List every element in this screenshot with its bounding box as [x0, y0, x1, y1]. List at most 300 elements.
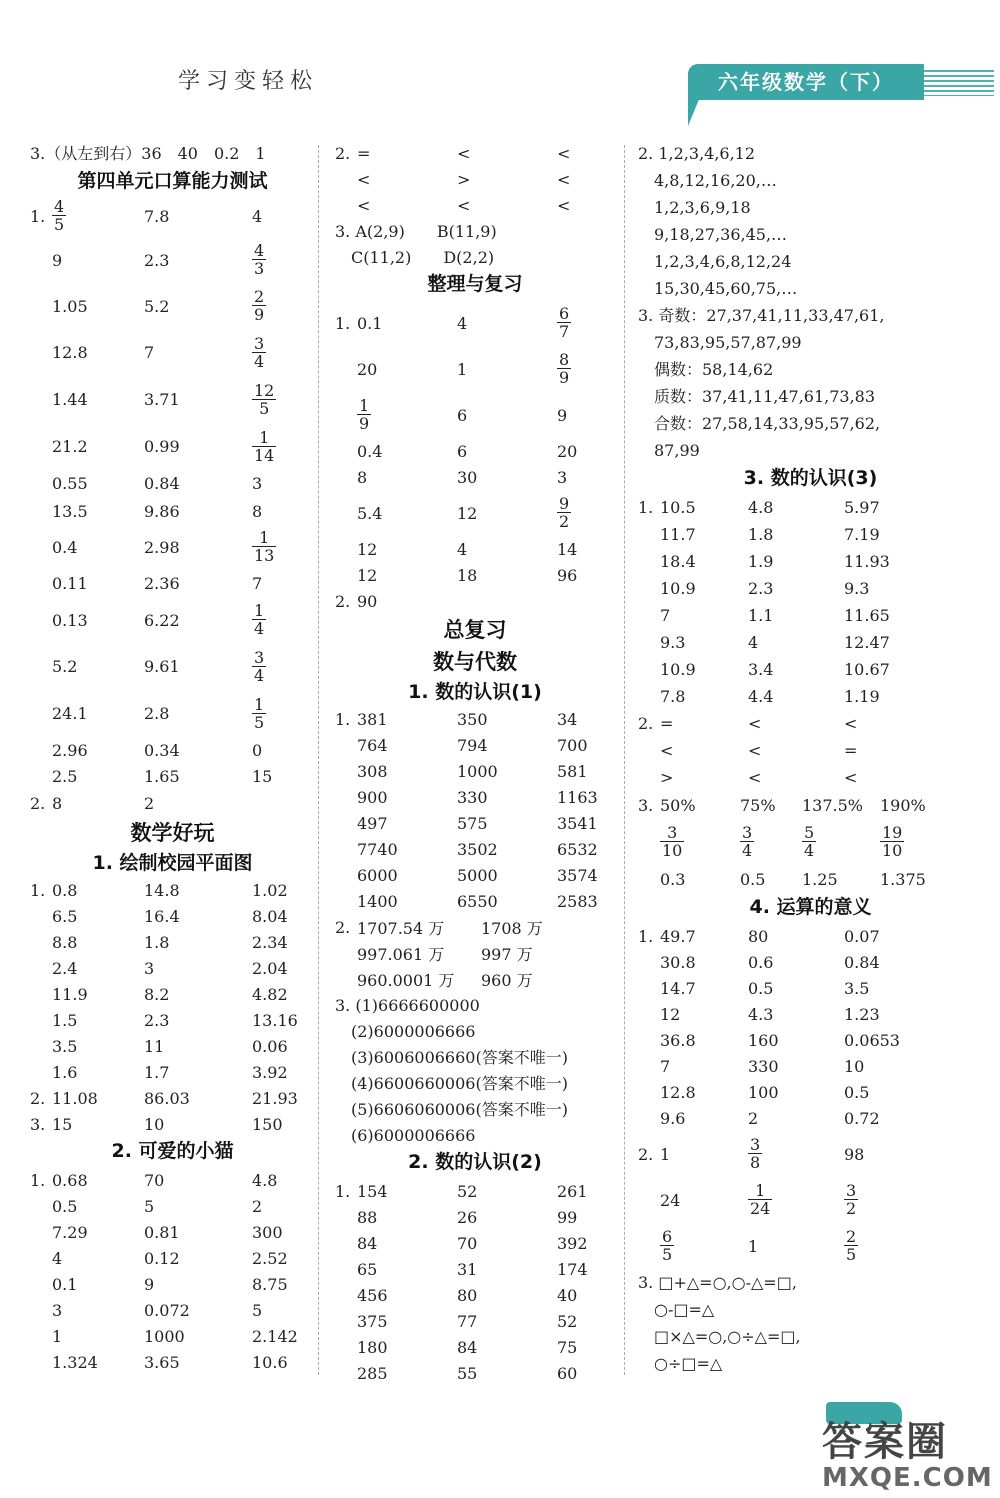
answer-cell	[252, 474, 332, 493]
answer-cell	[481, 968, 601, 991]
answer-row	[638, 1131, 983, 1177]
answer-cell	[557, 468, 637, 487]
answer-line: 3. A(2,9) B(11,9)	[335, 222, 497, 241]
answer-value: 9.3	[660, 633, 686, 652]
answer-row	[335, 438, 615, 464]
answer-cell	[457, 442, 557, 461]
question-number: 2.	[638, 1144, 654, 1164]
answer-value: 5.2	[52, 657, 78, 676]
answer-row	[30, 329, 315, 376]
answer-row	[335, 536, 615, 562]
question-number: 1.	[30, 206, 46, 226]
answer-value: 96	[557, 565, 578, 585]
answer-line: 3. 奇数：27,37,41,11,33,47,61,	[638, 306, 885, 325]
answer-cell	[252, 1089, 332, 1108]
fraction	[740, 825, 754, 859]
section-heading: 第四单元口算能力测试	[77, 170, 268, 192]
answer-value: 12	[660, 1004, 681, 1024]
answer-row	[30, 1007, 315, 1033]
answer-value: 24.1	[52, 704, 88, 723]
answer-value: 7	[144, 343, 155, 362]
answer-value: 2	[748, 1108, 759, 1128]
answer-value: 2.98	[144, 537, 180, 557]
fraction-numerator: 2	[846, 1227, 857, 1246]
answer-cell	[252, 985, 332, 1004]
answer-cell	[660, 687, 748, 706]
answer-cell	[557, 306, 637, 340]
answer-row	[30, 643, 315, 690]
answer-value: 3	[52, 1300, 63, 1320]
answer-cell	[52, 794, 144, 813]
answer-cell	[252, 243, 332, 277]
answer-cell	[740, 796, 802, 815]
fraction	[252, 647, 266, 685]
answer-cell	[748, 579, 844, 598]
answer-line: □×△=○,○÷△=□,	[638, 1327, 801, 1346]
answer-row	[638, 629, 983, 656]
answer-cell	[844, 525, 934, 544]
answer-row	[335, 940, 615, 966]
answer-value: 31	[457, 1259, 478, 1279]
answer-cell	[660, 552, 748, 571]
answer-cell	[748, 498, 844, 517]
answer-row	[30, 981, 315, 1007]
answer-value: 2.04	[252, 958, 288, 978]
answer-cell	[357, 788, 457, 807]
fraction-denominator: 9	[254, 305, 265, 324]
answer-value: 0.72	[844, 1108, 880, 1128]
answer-value: 20	[557, 441, 578, 461]
answer-row	[335, 862, 615, 888]
section-heading: 3. 数的认识(3)	[743, 467, 878, 489]
answer-value: <	[557, 143, 571, 163]
answer-value: <	[844, 768, 858, 787]
answer-value: 2.3	[144, 1010, 170, 1030]
answer-cell	[457, 762, 557, 781]
answer-cell	[252, 1353, 332, 1372]
answer-value: 4.8	[252, 1170, 278, 1190]
answer-value: 261	[557, 1181, 588, 1201]
answer-cell	[660, 825, 740, 859]
answer-value: 5000	[457, 865, 498, 885]
answer-value: 3	[144, 958, 155, 978]
answer-value: 5	[144, 1196, 155, 1216]
answer-column-2	[335, 140, 615, 1386]
answer-value: 0	[252, 740, 263, 760]
answer-cell	[357, 736, 457, 755]
answer-cell	[748, 1057, 844, 1076]
answer-value: 5	[252, 1300, 263, 1320]
answer-value: 3.5	[52, 1036, 78, 1056]
answer-cell	[252, 1223, 332, 1242]
answer-value: 6.22	[144, 610, 180, 630]
answer-cell	[844, 1183, 934, 1217]
answer-cell	[52, 611, 144, 630]
answer-value: 0.0653	[844, 1030, 900, 1050]
header-grade-tab: 六年级数学（下）	[688, 64, 924, 100]
answer-value: 1.23	[844, 1004, 880, 1024]
answer-cell	[660, 525, 748, 544]
answer-value: 13.5	[52, 501, 88, 521]
answer-value: 8	[52, 794, 63, 813]
answer-cell	[457, 814, 557, 833]
answer-value: =	[660, 714, 674, 733]
answer-row	[30, 1085, 315, 1111]
answer-row	[638, 764, 983, 791]
answer-value: 7.8	[660, 687, 686, 706]
answer-cell	[357, 1260, 457, 1279]
answer-cell	[660, 1229, 748, 1263]
answer-cell	[144, 704, 252, 723]
fraction	[660, 825, 684, 859]
answer-line: (4)6600660006(答案不唯一)	[335, 1074, 568, 1093]
answer-value: =	[844, 741, 858, 760]
fraction	[557, 306, 571, 340]
answer-cell	[457, 736, 557, 755]
answer-value: 6	[457, 405, 468, 425]
fraction-numerator: 1	[252, 430, 276, 447]
answer-row	[30, 1297, 315, 1323]
answer-cell	[52, 437, 144, 456]
answer-row	[638, 1053, 983, 1079]
answer-cell	[252, 1011, 332, 1030]
answer-line: (2)6000006666	[335, 1022, 476, 1041]
fraction-denominator: 10	[662, 841, 683, 860]
answer-cell	[557, 170, 637, 189]
answer-value: 8	[357, 467, 368, 487]
answer-cell	[457, 196, 557, 215]
answer-value: 99	[557, 1207, 578, 1227]
answer-value: 2.3	[144, 250, 170, 270]
answer-value: 1	[457, 359, 468, 379]
answer-row	[638, 819, 983, 865]
answer-value: 0.072	[144, 1300, 190, 1320]
answer-row	[30, 1111, 315, 1137]
answer-cell	[144, 657, 252, 676]
answer-cell	[748, 687, 844, 706]
answer-value: 2.5	[52, 767, 78, 786]
answer-row	[638, 975, 983, 1001]
answer-row	[335, 588, 615, 614]
fraction-denominator: 10	[882, 841, 903, 860]
fraction-numerator: 12	[254, 380, 275, 400]
answer-value: 10.6	[252, 1352, 288, 1372]
watermark-site: MXQE.COM	[822, 1463, 993, 1493]
answer-cell	[660, 633, 748, 652]
answer-row	[335, 810, 615, 836]
answer-cell	[252, 1063, 332, 1082]
fraction-numerator: 3	[742, 823, 753, 842]
section-heading: 1. 数的认识(1)	[408, 681, 542, 703]
answer-column-3	[638, 140, 983, 1377]
answer-value: 50%	[660, 795, 696, 815]
answer-value: 8.04	[252, 906, 288, 926]
answer-value: 581	[557, 761, 588, 781]
fraction-denominator: 7	[559, 322, 570, 341]
answer-row	[335, 706, 615, 732]
answer-cell	[660, 579, 748, 598]
answer-value: 12	[357, 565, 378, 585]
fraction-denominator: 4	[804, 841, 815, 860]
answer-cell	[844, 1229, 934, 1263]
answer-row	[30, 1033, 315, 1059]
fraction-denominator: 8	[750, 1153, 761, 1172]
answer-value: 18.4	[660, 552, 696, 571]
fraction	[557, 496, 571, 530]
answer-value: 4	[457, 313, 468, 333]
fraction-denominator: 13	[254, 546, 275, 565]
answer-value: 160	[748, 1030, 779, 1050]
answer-cell	[357, 398, 457, 432]
answer-value: 60	[557, 1363, 578, 1383]
answer-value: 392	[557, 1233, 588, 1253]
answer-cell	[357, 468, 457, 487]
answer-value: 1.5	[52, 1010, 78, 1030]
answer-value: 0.1	[357, 313, 383, 333]
answer-cell	[52, 390, 144, 409]
answer-row	[335, 1334, 615, 1360]
answer-cell	[252, 1037, 332, 1056]
answer-row	[335, 836, 615, 862]
answer-row	[335, 490, 615, 536]
answer-cell	[457, 866, 557, 885]
answer-line: (3)6006006660(答案不唯一)	[335, 1048, 568, 1067]
answer-cell	[357, 566, 457, 585]
answer-cell	[144, 1327, 252, 1346]
answer-cell	[144, 741, 252, 760]
answer-value: 3541	[557, 813, 598, 833]
fraction	[52, 199, 66, 233]
answer-value: 5.2	[144, 296, 170, 316]
answer-value: 1.9	[748, 552, 774, 571]
answer-cell	[357, 1208, 457, 1227]
answer-cell	[457, 1208, 557, 1227]
answer-line: ○-□=△	[638, 1300, 715, 1319]
header-decor-lines	[924, 70, 994, 96]
answer-value: >	[660, 768, 674, 787]
answer-value: 1	[748, 1236, 759, 1256]
fraction-numerator: 4	[54, 197, 65, 216]
answer-cell	[802, 870, 880, 889]
answer-cell	[252, 380, 332, 418]
answer-value: 0.84	[144, 474, 180, 493]
answer-row	[638, 1079, 983, 1105]
answer-cell	[252, 647, 332, 685]
answer-cell	[144, 1037, 252, 1056]
answer-value: 12	[357, 539, 378, 559]
answer-cell	[844, 1109, 934, 1128]
fraction-denominator: 14	[254, 445, 275, 465]
answer-cell	[52, 502, 144, 521]
fraction	[748, 1137, 762, 1171]
answer-cell	[844, 498, 934, 517]
fraction-denominator: 5	[254, 712, 265, 732]
answer-row	[638, 1105, 983, 1131]
fraction	[660, 1229, 674, 1263]
fraction-denominator: 4	[742, 841, 753, 860]
answer-line: ○÷□=△	[638, 1354, 723, 1373]
answer-value: 0.4	[52, 537, 78, 557]
answer-cell	[457, 406, 557, 425]
answer-cell	[144, 1171, 252, 1190]
answer-cell	[144, 207, 252, 226]
answer-cell	[144, 538, 252, 557]
answer-value: 10.9	[660, 579, 696, 598]
fraction-denominator: 4	[254, 351, 265, 371]
answer-value: 1	[52, 1326, 63, 1346]
answer-cell	[357, 710, 457, 729]
answer-cell	[880, 870, 960, 889]
answer-value: 3.5	[844, 978, 870, 998]
fraction-numerator: 1	[359, 396, 370, 415]
answer-cell	[357, 1312, 457, 1331]
answer-value: 5.97	[844, 498, 880, 517]
answer-value: 9.3	[844, 579, 870, 598]
answer-cell	[144, 502, 252, 521]
answer-line: 73,83,95,57,87,99	[638, 333, 802, 352]
answer-value: 308	[357, 761, 388, 781]
fraction-denominator: 4	[254, 619, 265, 638]
answer-line: 偶数：58,14,62	[638, 360, 774, 379]
answer-value: 4	[748, 633, 759, 652]
answer-value: 137.5%	[802, 795, 864, 815]
answer-value: 8	[252, 501, 263, 521]
answer-value: 1.25	[802, 869, 838, 889]
question-number: 3.	[30, 1114, 46, 1134]
answer-value: 0.81	[144, 1222, 180, 1242]
answer-line: 15,30,45,60,75,…	[638, 279, 798, 298]
answer-line: 87,99	[638, 441, 700, 460]
answer-line: 4,8,12,16,20,…	[638, 171, 777, 190]
answer-cell	[357, 1338, 457, 1357]
answer-cell	[52, 657, 144, 676]
answer-cell	[52, 1089, 144, 1108]
answer-cell	[844, 687, 934, 706]
answer-value: 84	[457, 1337, 478, 1357]
answer-value: 575	[457, 813, 488, 833]
answer-value: 1.8	[748, 525, 774, 544]
fraction-numerator: 3	[846, 1181, 857, 1200]
answer-cell	[357, 762, 457, 781]
answer-value: 960.0001 万	[357, 970, 455, 990]
answer-cell	[144, 1275, 252, 1294]
answer-row	[30, 1323, 315, 1349]
answer-cell	[144, 1301, 252, 1320]
answer-value: 8.8	[52, 932, 78, 952]
answer-value: 10.5	[660, 498, 696, 517]
answer-cell	[252, 530, 332, 564]
answer-cell	[357, 1234, 457, 1253]
answer-line: C(11,2) D(2,2)	[335, 248, 495, 267]
answer-cell	[52, 474, 144, 493]
answer-row	[335, 1256, 615, 1282]
answer-cell	[52, 251, 144, 270]
answer-value: <	[357, 169, 371, 189]
answer-value: 6000	[357, 865, 398, 885]
fraction-denominator: 4	[254, 665, 265, 685]
answer-value: =	[357, 143, 371, 163]
answer-row	[30, 283, 315, 329]
answer-row	[335, 888, 615, 914]
fraction	[880, 825, 904, 859]
answer-value: 1000	[144, 1326, 185, 1346]
answer-value: 1707.54 万	[357, 918, 445, 938]
answer-value: 20	[357, 359, 378, 379]
answer-row	[30, 690, 315, 737]
answer-value: 1708 万	[481, 918, 543, 938]
fraction-numerator: 8	[559, 350, 570, 369]
answer-value: <	[557, 169, 571, 189]
answer-cell	[252, 741, 332, 760]
answer-cell	[252, 502, 332, 521]
answer-value: 174	[557, 1259, 588, 1279]
question-number: 2.	[335, 917, 351, 937]
answer-cell	[748, 1137, 844, 1171]
answer-value: <	[660, 741, 674, 760]
answer-cell	[748, 1109, 844, 1128]
answer-line: 1,2,3,6,9,18	[638, 198, 751, 217]
answer-cell	[844, 953, 934, 972]
answer-cell	[748, 552, 844, 571]
answer-cell	[252, 1249, 332, 1268]
answer-cell	[844, 1005, 934, 1024]
answer-row	[335, 784, 615, 810]
answer-value: 8.75	[252, 1274, 288, 1294]
answer-cell	[144, 985, 252, 1004]
fraction-numerator: 19	[882, 823, 903, 842]
answer-row	[335, 192, 615, 218]
answer-value: 98	[844, 1144, 865, 1164]
answer-value: <	[844, 714, 858, 733]
answer-value: 10.67	[844, 660, 890, 679]
answer-row	[638, 548, 983, 575]
answer-cell	[557, 866, 637, 885]
answer-column-1	[30, 140, 315, 1375]
answer-value: 10	[144, 1114, 165, 1134]
answer-value: 190%	[880, 795, 926, 815]
fraction-numerator: 3	[750, 1135, 761, 1154]
answer-value: 75	[557, 1337, 578, 1357]
answer-cell	[357, 196, 457, 215]
fraction-denominator: 5	[662, 1245, 673, 1264]
answer-cell	[52, 907, 144, 926]
fraction	[748, 1183, 772, 1217]
answer-value: 11.7	[660, 525, 696, 544]
answer-cell	[844, 1031, 934, 1050]
answer-cell	[557, 540, 637, 559]
answer-cell	[557, 566, 637, 585]
fraction	[252, 289, 266, 323]
answer-row	[30, 929, 315, 955]
answer-cell	[252, 574, 332, 593]
fraction	[252, 427, 276, 465]
answer-cell	[557, 736, 637, 755]
answer-cell	[52, 538, 144, 557]
fraction-numerator: 1	[254, 601, 265, 620]
answer-value: 4	[52, 1248, 63, 1268]
answer-cell	[144, 933, 252, 952]
answer-row	[30, 877, 315, 903]
answer-value: 7.29	[52, 1222, 88, 1242]
answer-value: 2.34	[252, 932, 288, 952]
answer-cell	[144, 959, 252, 978]
answer-value: 21.93	[252, 1088, 298, 1108]
answer-value: 70	[457, 1233, 478, 1253]
answer-value: 375	[357, 1311, 388, 1331]
answer-cell	[660, 953, 748, 972]
answer-line: 质数：37,41,11,47,61,73,83	[638, 387, 876, 406]
answer-value: 0.5	[740, 869, 766, 889]
